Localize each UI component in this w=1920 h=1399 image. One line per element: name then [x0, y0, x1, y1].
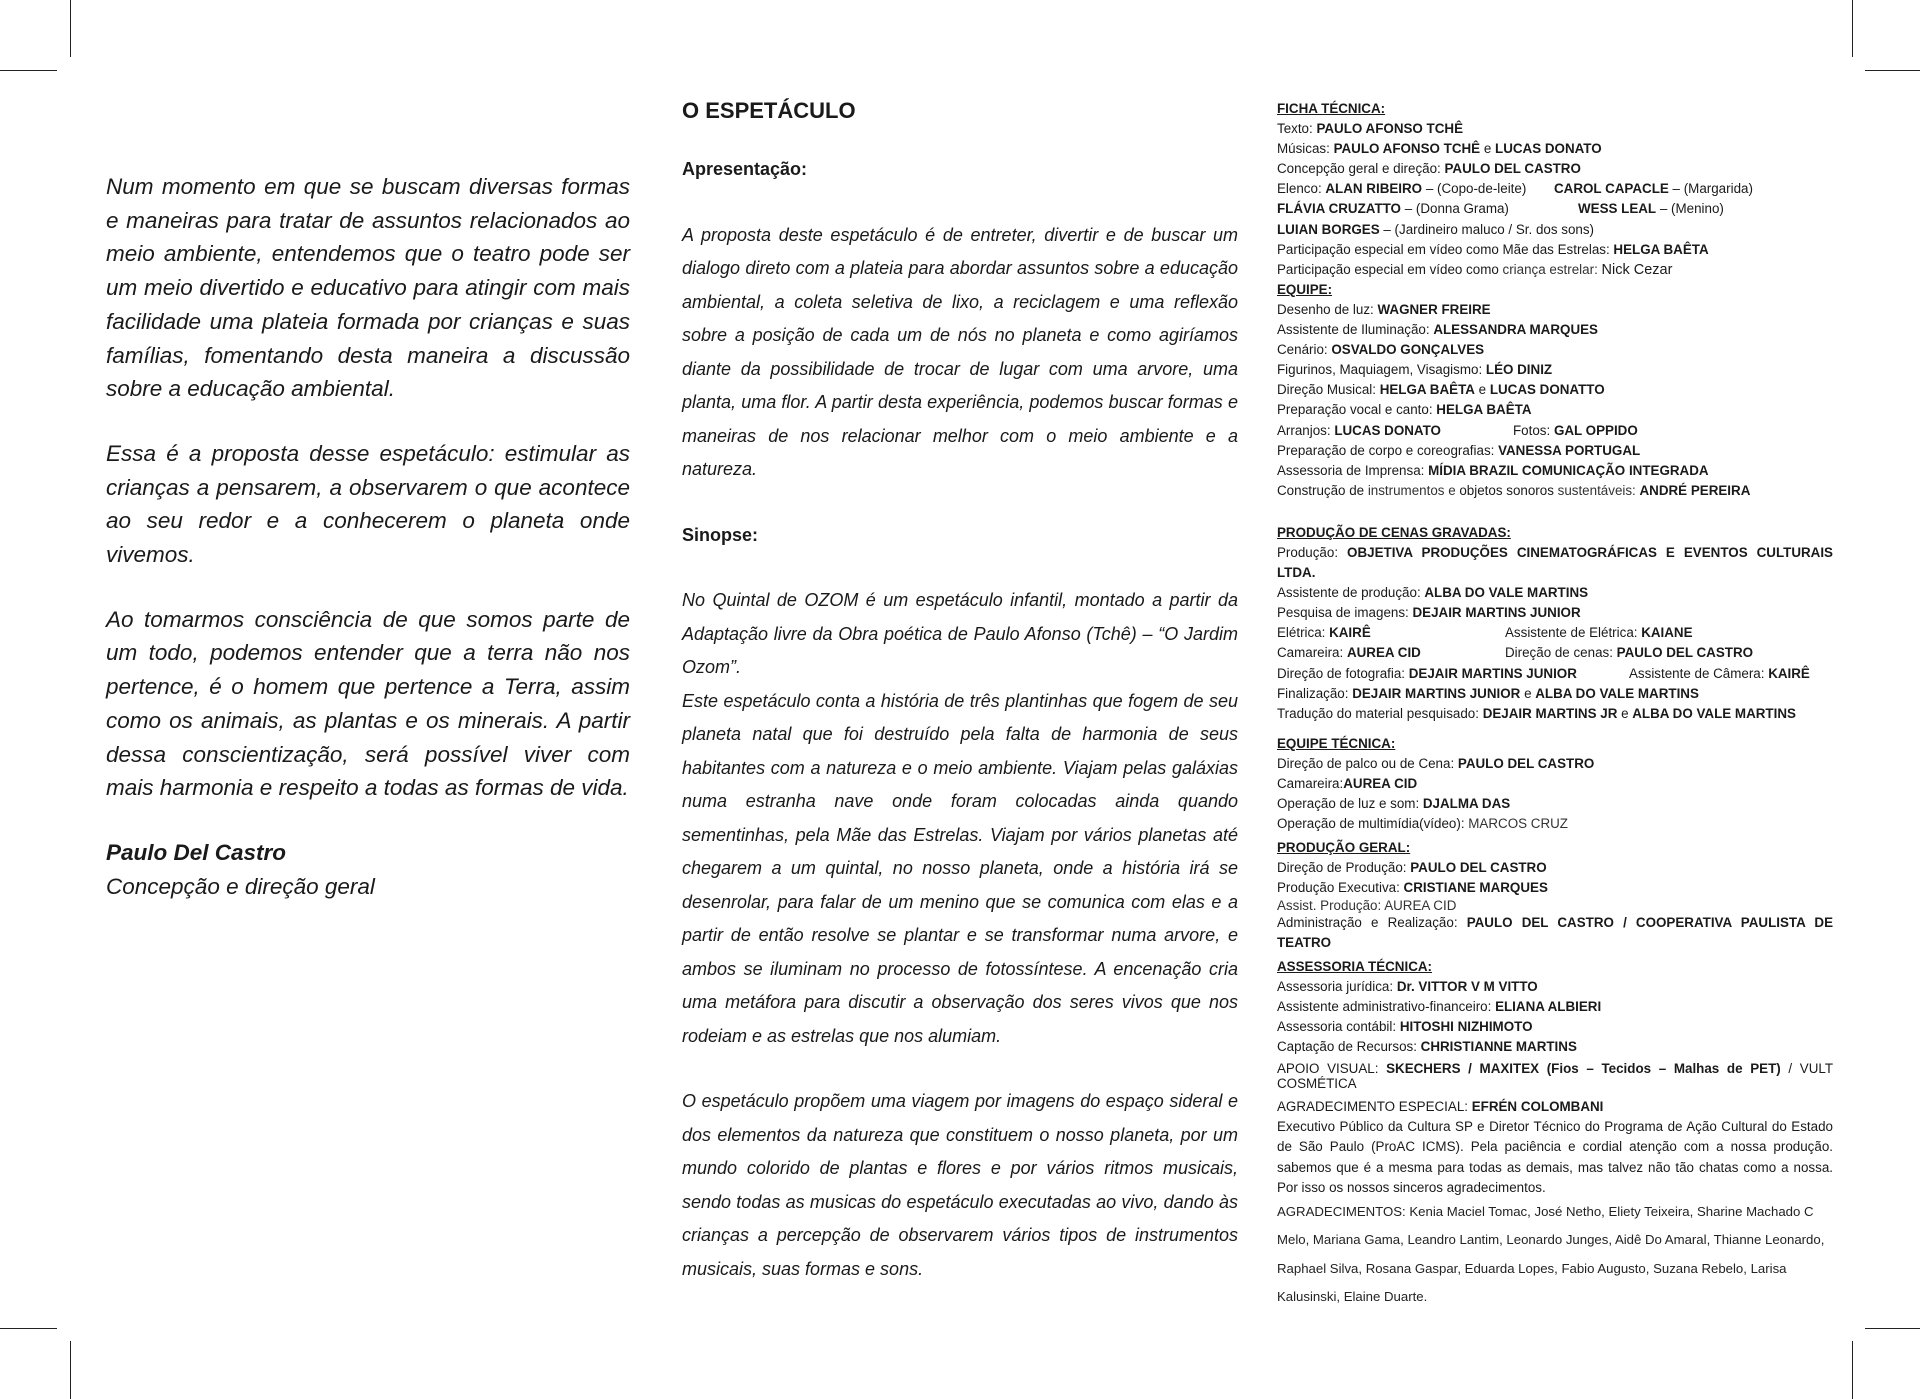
- crop-mark: [1865, 1328, 1920, 1329]
- credit-line: Executivo Público da Cultura SP e Diretor Técnico do Programa de Ação Cultural do Estado de São Paulo (ProAC ICMS). Pela paciência e cordial atenção com a nossa produção. sabemos que é a mesma para todas as demais, mas talvez não tão chatas como a nossa. Por isso os nossos sinceros agradecimentos.: [1277, 1119, 1833, 1195]
- credit-line: Direção de Produção: PAULO DEL CASTRO: [1277, 860, 1547, 876]
- synopsis-paragraph: No Quintal de OZOM é um espetáculo infantil, montado a partir da Adaptação livre da Obra poética de Paulo Afonso (Tchê) – “O Jardim Ozom”.: [682, 590, 1238, 677]
- credit-line: Camareira:AUREA CID: [1277, 776, 1418, 791]
- intro-column: [106, 170, 630, 903]
- credit-line: APOIO VISUAL: SKECHERS / MAXITEX (Fios – Tecidos – Malhas de PET) / VULT COSMÉTICA: [1277, 1061, 1833, 1092]
- acknowledgements-list: AGRADECIMENTOS: Kenia Maciel Tomac, José Netho, Eliety Teixeira, Sharine Machado C Melo, Mariana Gama, Leandro Lantim, Leonardo Junges, Aidê Do Amaral, Thianne Leonardo, Raphael Silva, Rosana Gaspar, Eduarda Lopes, Fabio Augusto, Suzana Rebelo, Larisa Kalusinski, Elaine Duarte.: [1277, 1203, 1825, 1304]
- credit-line: Músicas: PAULO AFONSO TCHÊ e LUCAS DONATO: [1277, 141, 1602, 157]
- credit-line: Operação de multimídia(vídeo): MARCOS CRUZ: [1277, 816, 1568, 832]
- signature-role: Concepção e direção geral: [106, 873, 375, 899]
- presentation-text: A proposta deste espetáculo é de entreter, divertir e de buscar um dialogo direto com a plateia para abordar assuntos sobre a educação ambiental, a coleta seletiva de lixo, a reciclagem e uma reflexão sobre a posição de cada um de nós no planeta e como agiríamos diante da possibilidade de trocar de lugar com uma arvore, uma planta, uma flor. A partir desta experiência, podemos buscar formas e maneiras de nos relacionar melhor com o meio ambiente e a natureza.: [682, 224, 1238, 479]
- credit-line: Elétrica: KAIRÊ Assistente de Elétrica: KAIANE: [1277, 625, 1693, 641]
- credit-line: Assistente de Iluminação: ALESSANDRA MARQUES: [1277, 322, 1598, 338]
- credit-line: Assistente de produção: ALBA DO VALE MARTINS: [1277, 585, 1589, 601]
- crop-mark: [0, 70, 57, 71]
- crop-mark: [1865, 70, 1920, 71]
- credit-line: Assessoria contábil: HITOSHI NIZHIMOTO: [1277, 1019, 1533, 1035]
- credit-line: Administração e Realização: PAULO DEL CASTRO / COOPERATIVA PAULISTA DE TEATRO: [1277, 914, 1833, 950]
- credit-line: Operação de luz e som: DJALMA DAS: [1277, 796, 1511, 812]
- crop-mark: [1852, 0, 1853, 57]
- credit-line: Desenho de luz: WAGNER FREIRE: [1277, 301, 1491, 317]
- synopsis-heading: Sinopse:: [682, 524, 759, 545]
- cast-line: LUIAN BORGES – (Jardineiro maluco / Sr. dos sons): [1277, 221, 1595, 237]
- credit-line: Camareira: AUREA CID Direção de cenas: PAULO DEL CASTRO: [1277, 645, 1754, 661]
- credit-line: Pesquisa de imagens: DEJAIR MARTINS JUNIOR: [1277, 605, 1581, 621]
- producao-cenas-heading: PRODUÇÃO DE CENAS GRAVADAS:: [1277, 524, 1511, 540]
- cast-line: FLÁVIA CRUZATTO – (Donna Grama) WESS LEAL – (Menino): [1277, 201, 1724, 217]
- credit-line: Assessoria jurídica: Dr. VITTOR V M VITTO: [1277, 978, 1538, 994]
- credit-line: Captação de Recursos: CHRISTIANNE MARTINS: [1277, 1039, 1577, 1055]
- credit-line: AGRADECIMENTO ESPECIAL: EFRÉN COLOMBANI: [1277, 1099, 1604, 1115]
- credit-line: Assistente administrativo-financeiro: ELIANA ALBIERI: [1277, 998, 1602, 1014]
- credit-line: Participação especial em vídeo como Mãe das Estrelas: HELGA BAÊTA: [1277, 241, 1709, 257]
- equipe-tecnica-heading: EQUIPE TÉCNICA:: [1277, 735, 1396, 751]
- signature-name: Paulo Del Castro: [106, 839, 287, 865]
- ficha-heading: FICHA TÉCNICA:: [1277, 101, 1386, 116]
- credit-line: Concepção geral e direção: PAULO DEL CASTRO: [1277, 161, 1581, 177]
- synopsis-paragraph: O espetáculo propõem uma viagem por imagens do espaço sideral e dos elementos da natureza que constituem o nosso planeta, por um mundo colorido de plantas e flores e por vários ritmos musicais, sendo todas as musicas do espetáculo executadas ao vivo, dando às crianças a percepção de observarem vários tipos de instrumentos musicais, suas formas e sons.: [682, 1091, 1238, 1279]
- credit-line: Produção Executiva: CRISTIANE MARQUES: [1277, 880, 1548, 896]
- assessoria-heading: ASSESSORIA TÉCNICA:: [1277, 958, 1432, 974]
- synopsis-paragraph: Este espetáculo conta a história de três plantinhas que fogem de seu planeta natal que foi destruído pela falta de harmonia de seus habitantes com a natureza e o meio ambiente. Viajam pelas galáxias numa estranha nave onde foram colocadas ainda quando sementinhas, pela Mãe das Estrelas. Viajam por vários planetas até chegarem a um quintal, no nosso planeta, onde a história irá se desenrolar, para falar de um menino que se comunica com elas e a partir de então resolve se plantar e se transformar numa arvore, e ambos se iluminam no processo de fotossíntese. A encenação cria uma metáfora para discutir a observação dos seres vivos que nos rodeiam e as estrelas que nos alumiam.: [682, 690, 1238, 1046]
- intro-paragraph: Num momento em que se buscam diversas formas e maneiras para tratar de assuntos relacionados ao meio ambiente, entendemos que o teatro pode ser um meio divertido e educativo para atingir com mais facilidade uma plateia formada por crianças e suas famílias, fomentando desta maneira a discussão sobre a educação ambiental.: [106, 174, 630, 402]
- credit-line: Arranjos: LUCAS DONATO Fotos: GAL OPPIDO: [1277, 422, 1638, 438]
- credits-column: [1277, 99, 1833, 1311]
- credit-line: Participação especial em vídeo como criança estrelar: Nick Cezar: [1277, 261, 1673, 278]
- credit-line: Cenário: OSVALDO GONÇALVES: [1277, 342, 1485, 358]
- equipe-heading: EQUIPE:: [1277, 281, 1333, 297]
- credit-line: Assessoria de Imprensa: MÍDIA BRAZIL COMUNICAÇÃO INTEGRADA: [1277, 462, 1709, 478]
- intro-paragraph: Ao tomarmos consciência de que somos parte de um todo, podemos entender que a terra não nos pertence, é o homem que pertence a Terra, assim como os animais, as plantas e os minerais. A partir dessa conscientização, será possível viver com mais harmonia e respeito a todas as formas de vida.: [106, 606, 630, 801]
- credit-line: Preparação vocal e canto: HELGA BAÊTA: [1277, 402, 1532, 418]
- presentation-heading: Apresentação:: [682, 159, 808, 179]
- credit-line: Finalização: DEJAIR MARTINS JUNIOR e ALBA DO VALE MARTINS: [1277, 685, 1699, 701]
- credit-line: Construção de instrumentos e objetos sonoros sustentáveis: ANDRÉ PEREIRA: [1277, 482, 1751, 498]
- crop-mark: [1852, 1341, 1853, 1399]
- credit-line: Texto: PAULO AFONSO TCHÊ: [1277, 121, 1464, 137]
- credit-line: Produção: OBJETIVA PRODUÇÕES CINEMATOGRÁFICAS E EVENTOS CULTURAIS LTDA.: [1277, 544, 1833, 581]
- credit-line: Direção de palco ou de Cena: PAULO DEL CASTRO: [1277, 755, 1595, 771]
- credit-line: Figurinos, Maquiagem, Visagismo: LÉO DINIZ: [1277, 362, 1553, 378]
- credit-line: Preparação de corpo e coreografias: VANESSA PORTUGAL: [1277, 442, 1641, 458]
- credit-line: Tradução do material pesquisado: DEJAIR MARTINS JR e ALBA DO VALE MARTINS: [1277, 705, 1796, 721]
- crop-mark: [0, 1328, 57, 1329]
- credit-line: Direção Musical: HELGA BAÊTA e LUCAS DONATTO: [1277, 382, 1605, 398]
- show-title: O ESPETÁCULO: [682, 98, 856, 123]
- intro-paragraph: Essa é a proposta desse espetáculo: estimular as crianças a pensarem, a observarem o que acontece ao seu redor e a conhecerem o planeta onde vivemos.: [106, 440, 630, 568]
- producao-geral-heading: PRODUÇÃO GERAL:: [1277, 840, 1411, 856]
- credit-line: Assist. Produção: AUREA CID: [1277, 897, 1457, 913]
- credit-line: Direção de fotografia: DEJAIR MARTINS JUNIOR Assistente de Câmera: KAIRÊ: [1277, 665, 1810, 681]
- cast-line: Elenco: ALAN RIBEIRO – (Copo-de-leite) CAROL CAPACLE – (Margarida): [1277, 181, 1753, 197]
- show-column: [682, 96, 1238, 1286]
- crop-mark: [70, 0, 71, 57]
- crop-mark: [70, 1341, 71, 1399]
